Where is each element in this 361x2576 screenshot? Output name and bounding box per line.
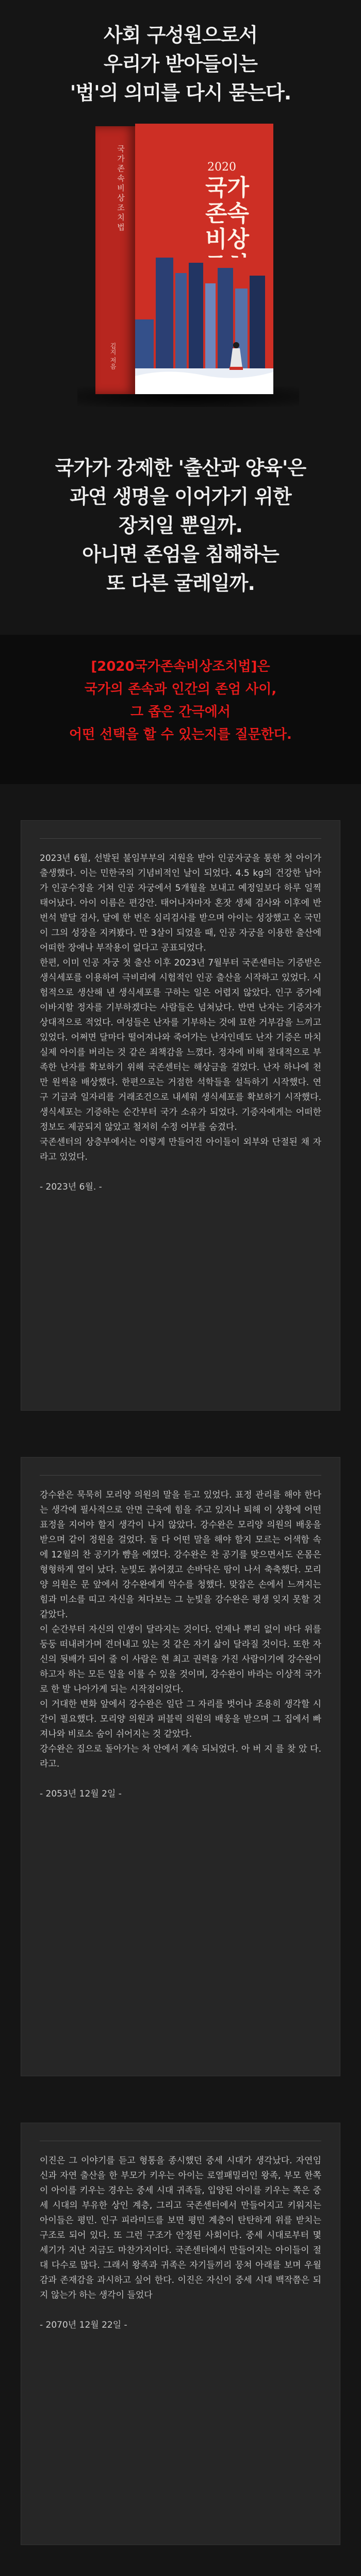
hero-line: '법'의 의미를 다시 묻는다.: [70, 81, 291, 104]
cover-year: 2020: [207, 161, 236, 174]
book-image: [0, 108, 361, 417]
banner-line: 어떤 선택을 할 수 있는지를 질문한다.: [69, 727, 292, 742]
book-cover: [135, 124, 273, 394]
excerpt-date: - 2023년 6월. -: [40, 1182, 102, 1192]
quote-block: [0, 453, 361, 598]
excerpt-card: [21, 1457, 340, 2076]
divider: [40, 1475, 321, 1476]
spine-title: 국가존속비상조치법: [116, 145, 125, 233]
excerpt-paragraph: 국존센터의 상층부에서는 이렇게 만들어진 아이들이 외부와 단절된 채 자라고 있었다.: [40, 1137, 321, 1162]
excerpt-card: [21, 820, 340, 1411]
excerpt-paragraph: 이 순간부터 자신의 인생이 달라지는 것이다. 언제나 뿌리 없이 바다 위를 둥둥 떠내려가며 견뎌내고 있는 것 같은 자기 삶이 달라질 것이다. 또한 자신의 뒷배가 되어 줄 이 사람은 현 최고 권력을 가진 사람이기에 강수완이 하고자 하는 모든 일을 이룰 수 있을 것이며, 강수완이 바라는 이상적 국가로 한 발 나아가게 되는 시작점이었다.: [40, 1624, 321, 1694]
book-spine: [95, 126, 136, 394]
hero-line: 우리가 받아들이는: [104, 53, 257, 75]
cover-title-line: 존속: [205, 200, 250, 227]
excerpt-card: [21, 2123, 340, 2545]
excerpt-paragraph: 2023년 6월, 선발된 불임부부의 지원을 받아 인공자궁을 통한 첫 아이가 출생했다. 이는 민한국의 기념비적인 날이 되었다. 4.5 kg의 건강한 남아가 인공수정을 거쳐 인공 자궁에서 5개월을 보내고 예정일보다 하루 일찍 태어났다. 아이 이름은 편강안. 태어나자마자 혼잣 생체 검사와 이후에 반 번석 발달 검사, 달에 한 번은 심리검사를 받으며 아이는 성장했고 온 국민이 그의 성장을 지켜봤다. 만 3살이 되었을 때, 인공 자궁을 이용한 출산에 어떠한 장애나 부작용이 없다고 공표되었다.: [40, 853, 321, 953]
banner-line: 그 좁은 간극에서: [130, 704, 231, 720]
quote-line: 장치일 뿐일까.: [119, 514, 242, 537]
cover-title-line: 국가: [205, 175, 250, 201]
banner-text: [0, 655, 361, 746]
excerpt-paragraph: 이진은 그 이야기를 듣고 형통을 종시했던 중세 시대가 생각났다. 자연임신과 자연 출산을 한 부모가 키우는 아이는 로열패밀리인 왕족, 부모 한쪽이 아이를 키우는 경우는 중세 시대 귀족들, 입양된 아이를 키우는 쪽은 중세 시대의 부유한 상인 계층, 그리고 국존센터에서 만들어지고 키워지는 아이들은 평민. 인구 피라미드를 보면 평민 계층이 탄탄하게 위를 받치는 구조로 되어 있다. 또 그런 구조가 안정된 사회이다. 중세 시대로부터 몇 세기가 지난 지금도 마찬가지이다. 국존센터에서 만들어지는 아이들이 절대 다수로 많다. 그래서 왕족과 귀족은 자기들끼리 뭉쳐 아래를 보며 우월감과 존재감을 과시하고 싶어 한다. 이진은 자신이 중세 시대 백작쯤은 되지 않는가 하는 생각이 들었다: [40, 2156, 321, 2300]
divider: [40, 838, 321, 839]
excerpt-paragraph: 한편, 이미 인공 자궁 첫 출산 이후 2023년 7월부터 국존센터는 기증받은 생식세포를 이용하여 극비리에 시험적인 인공 출산을 시작하고 있었다. 시험적으로 생산해 낸 생식세포를 구하는 일은 어렵지 않았다. 인구 증가에 이바지할 정자를 기부하겠다는 사람들은 넘쳐났다. 반면 난자는 기증자가 상대적으로 적었다. 여성들은 난자를 기부하는 것에 묘한 거부감을 느끼고 있었다. 어쩌면 달마다 떨어져나와 죽어가는 난자인데도 난자 기증은 마치 실제 아이를 버리는 것 같은 죄책감을 느꼈다. 정자에 비해 절대적으로 부족한 난자를 확보하기 위해 국존센터는 해상금을 걸었다. 난자 하나에 천만 원씩을 배상했다. 한편으로는 거점한 석학들을 설득하기 시작했다. 연구 기금과 일자리를 거래조건으로 내세워 생식세포를 확보하기 시작했다. 생식세포는 기증하는 순간부터 국가 소유가 되었다. 기증자에게는 어떠한 정보도 제공되지 않았고 철저히 수정 어부를 숨겼다.: [40, 958, 321, 1132]
quote-line: 국가가 강제한 '출산과 양육'은: [55, 456, 306, 479]
excerpt-date: - 2070년 12월 22일 -: [40, 2320, 127, 2330]
banner-line: [2020국가존속비상조치법]은: [91, 659, 270, 674]
highlight-banner: [0, 635, 361, 784]
hero-line: 사회 구성원으로서: [104, 24, 257, 46]
quote-line: 과연 생명을 이어가기 위한: [70, 485, 291, 508]
excerpt-date: - 2053년 12월 2일 -: [40, 1789, 122, 1799]
banner-line: 국가의 존속과 인간의 존엄 사이,: [84, 682, 277, 697]
excerpt-paragraph: 강수완은 집으로 돌아가는 차 안에서 계속 되뇌었다. 아 버 지 를 찾 았 다. 라고.: [40, 1744, 321, 1769]
excerpt-paragraph: 이 거대한 변화 앞에서 강수완은 일단 그 자리를 벗어나 조용히 생각할 시간이 필요했다. 모리양 의원과 퍼블릭 의원의 배웅을 받으며 그 집에서 빠져나와 비로소 숨이 쉬어지는 것 같았다.: [40, 1699, 321, 1739]
spine-author: 김지 저음: [109, 343, 117, 369]
cover-title-line: 비상: [205, 226, 250, 252]
excerpt-paragraph: 강수완은 묵묵히 모리양 의원의 말을 듣고 있었다. 표정 관리를 해야 한다는 생각에 필사적으로 안면 근육에 힘을 주고 있지나 퇴해 이 상황에 어떤 표정을 지어야 할지 생각이 나지 않았다. 강수완은 모리양 의원의 배웅을 받으며 같이 정원을 걸었다. 둘 다 어떤 말을 해야 할지 모르는 어색함 속에 12월의 찬 공기가 뺨을 에였다. 강수완은 찬 공기를 맞으면서도 온몸은 형형하게 열이 났다. 눈빛도 붉어졌고 손바닥은 땀이 나서 축축했다. 모리양 의원은 문 앞에서 강수완에게 악수를 청했다. 맞잡은 손에서 느껴지는 힘과 미소를 띠고 자신을 쳐다보는 그 눈빛을 강수완은 평생 잊지 못할 것 같았다.: [40, 1490, 321, 1620]
quote-line: 또 다른 굴레일까.: [106, 572, 255, 595]
quote-line: 아니면 존엄을 침해하는: [82, 543, 279, 566]
hero-heading: [0, 21, 361, 107]
cover-illustration: [135, 258, 273, 394]
